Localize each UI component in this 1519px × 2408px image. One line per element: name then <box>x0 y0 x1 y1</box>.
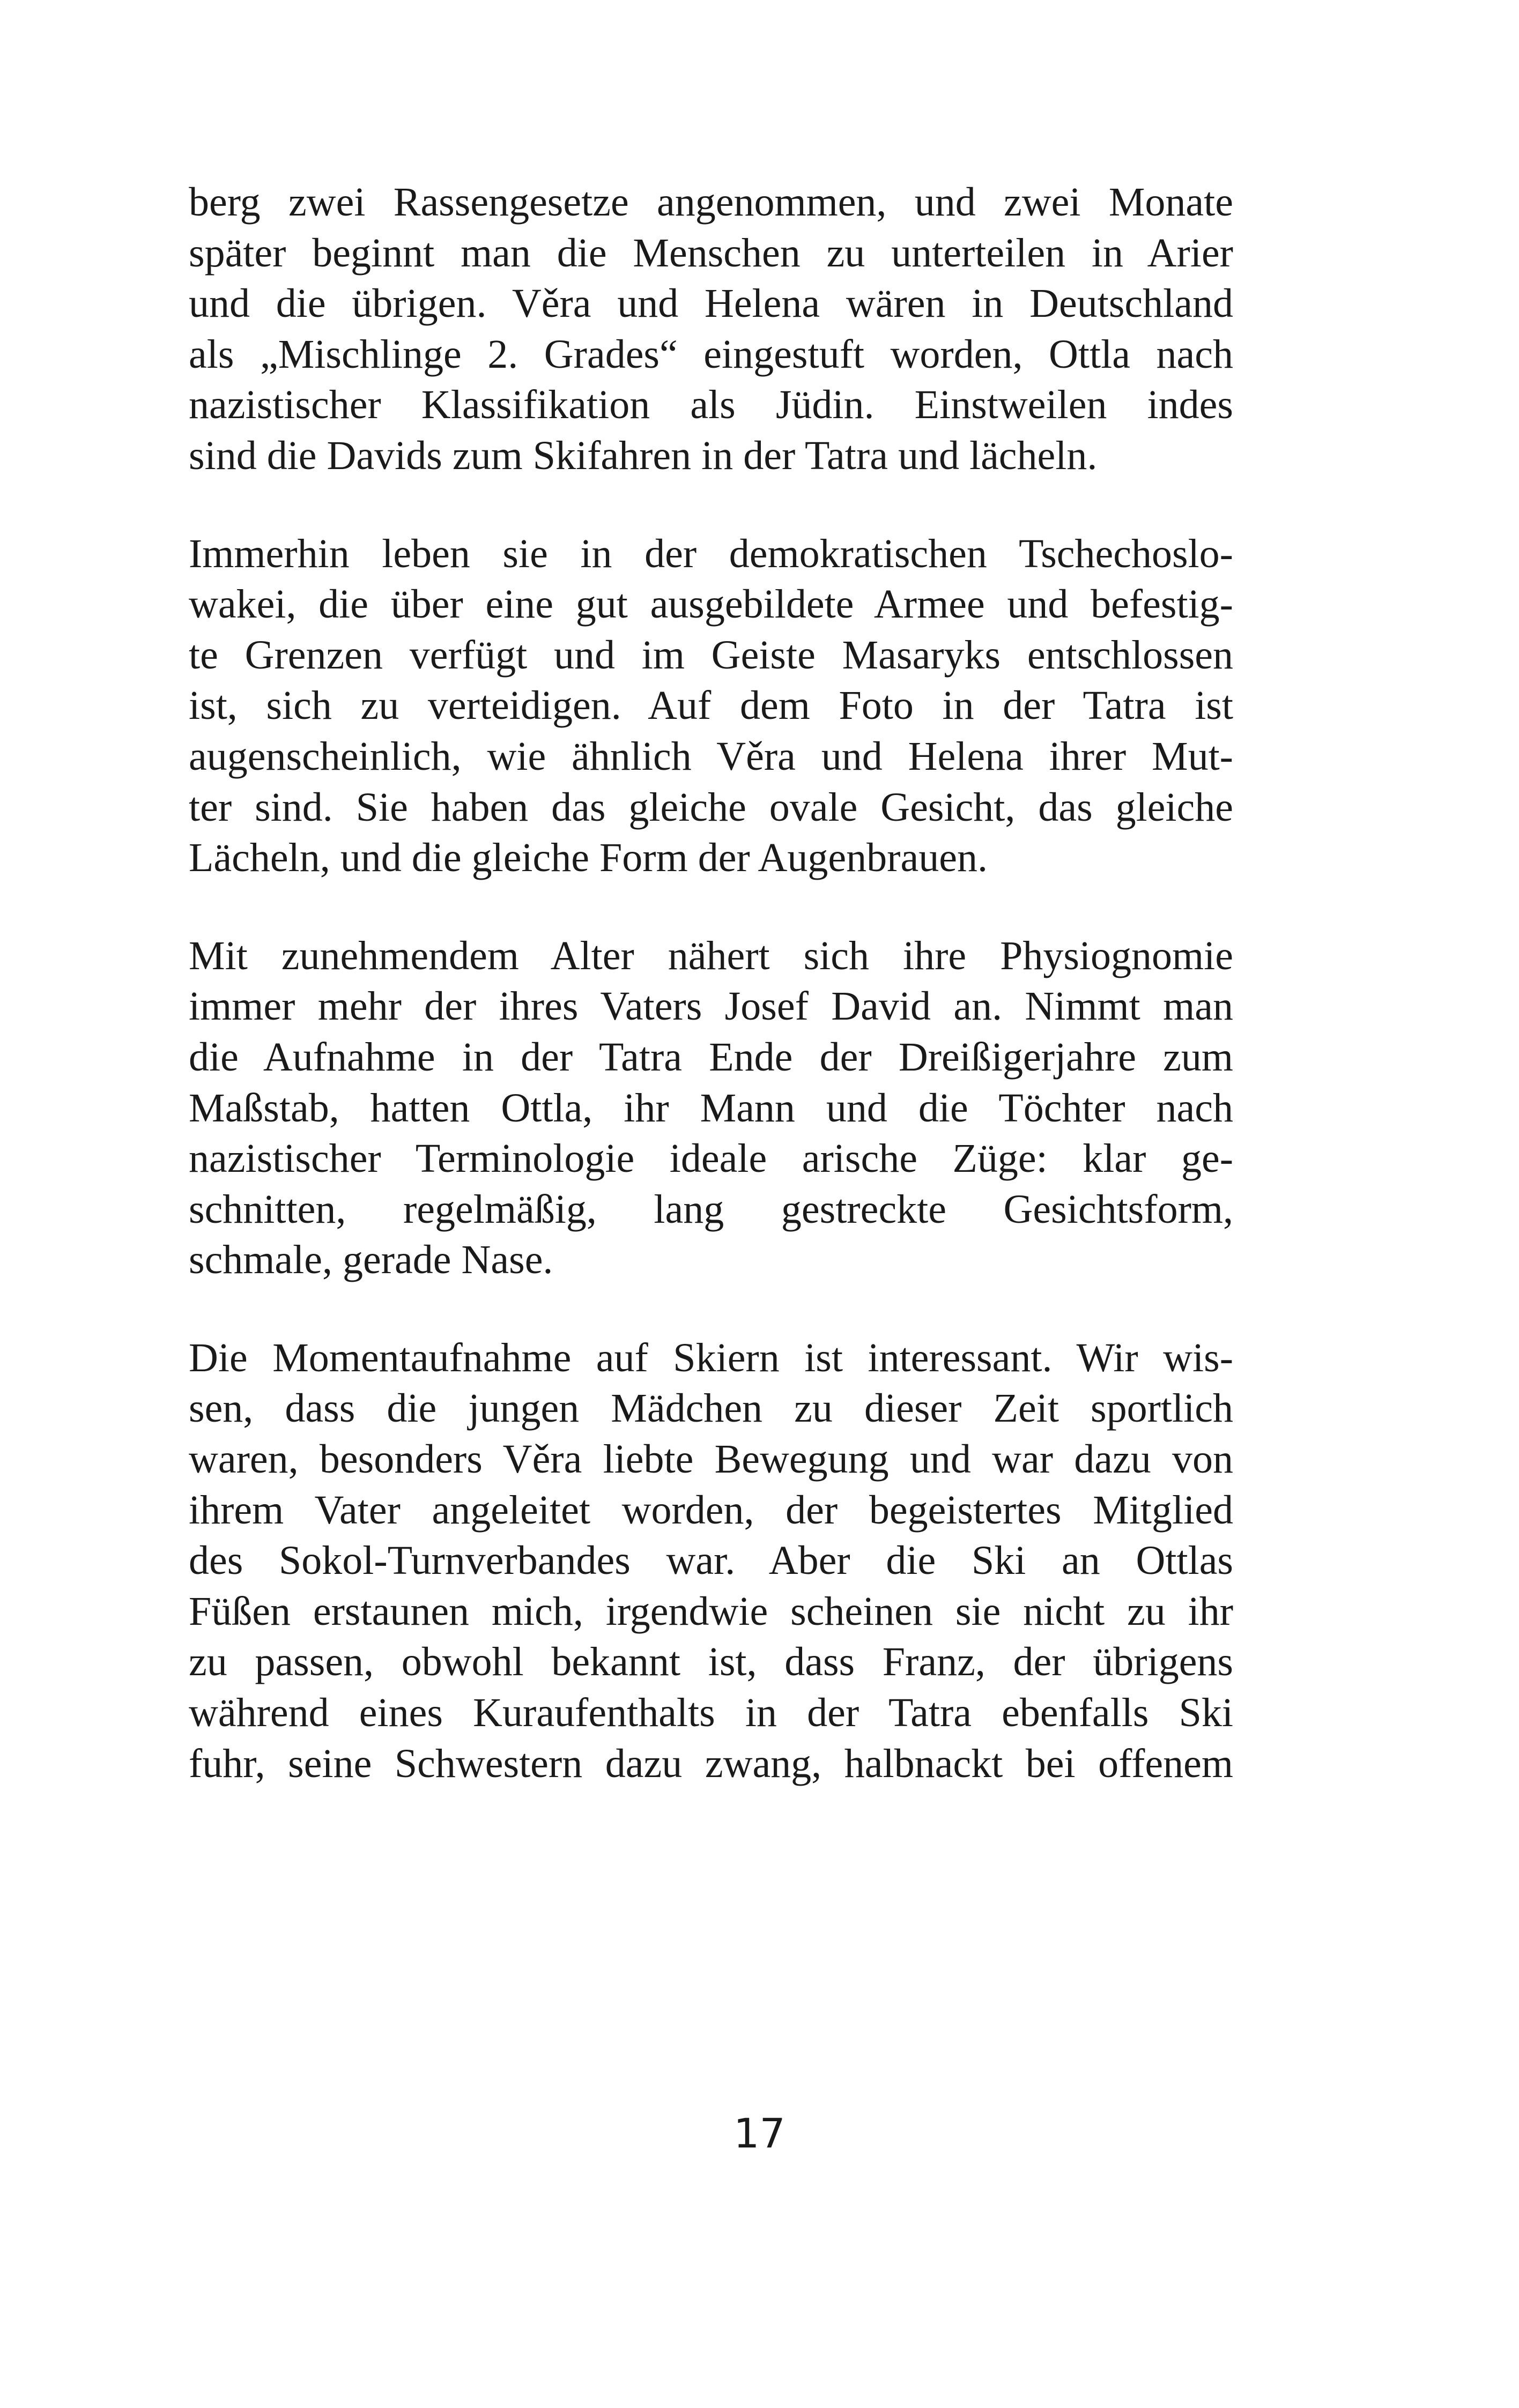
text-line: schnitten, regelmäßig, lang gestreckte Gesichtsform, <box>189 1186 1233 1232</box>
text-line: berg zwei Rassengesetze angenommen, und zwei Monate <box>189 180 1233 225</box>
text-line: während eines Kuraufenthalts in der Tatra ebenfalls Ski <box>189 1690 1233 1736</box>
text-line: wakei, die über eine gut ausgebildete Armee und befestig- <box>189 582 1233 627</box>
text-line: ist, sich zu verteidigen. Auf dem Foto in der Tatra ist <box>189 683 1233 729</box>
text-line: und die übrigen. Věra und Helena wären in Deutschland <box>189 281 1233 326</box>
text-line: Maßstab, hatten Ottla, ihr Mann und die Töchter nach <box>189 1085 1233 1131</box>
text-line: Füßen erstaunen mich, irgendwie scheinen sie nicht zu ihr <box>189 1588 1233 1634</box>
text-line: Die Momentaufnahme auf Skiern ist interessant. Wir wis- <box>189 1335 1233 1380</box>
paragraph <box>189 931 1233 1285</box>
paragraph <box>189 529 1233 883</box>
text-line: Lächeln, und die gleiche Form der Augenbrauen. <box>189 835 988 881</box>
body-text <box>189 177 1233 1789</box>
text-line: augenscheinlich, wie ähnlich Věra und Helena ihrer Mut- <box>189 733 1233 779</box>
text-line: nazistischer Klassifikation als Jüdin. Einstweilen indes <box>189 382 1233 428</box>
text-line: nazistischer Terminologie ideale arische Züge: klar ge- <box>189 1136 1233 1181</box>
text-line: ter sind. Sie haben das gleiche ovale Gesicht, das gleiche <box>189 784 1233 830</box>
text-line: als „Mischlinge 2. Grades“ eingestuft worden, Ottla nach <box>189 331 1233 377</box>
text-line: sind die Davids zum Skifahren in der Tatra und lächeln. <box>189 433 1098 478</box>
text-line: te Grenzen verfügt und im Geiste Masaryks entschlossen <box>189 632 1233 678</box>
paragraph <box>189 177 1233 481</box>
text-line: waren, besonders Věra liebte Bewegung und war dazu von <box>189 1437 1233 1482</box>
paragraph <box>189 1333 1233 1789</box>
text-line: immer mehr der ihres Vaters Josef David an. Nimmt man <box>189 984 1233 1029</box>
text-line: schmale, gerade Nase. <box>189 1237 553 1283</box>
text-line: die Aufnahme in der Tatra Ende der Dreißigerjahre zum <box>189 1034 1233 1080</box>
text-line: später beginnt man die Menschen zu unterteilen in Arier <box>189 230 1233 276</box>
text-line: Mit zunehmendem Alter nähert sich ihre Physiognomie <box>189 933 1233 978</box>
text-line: Immerhin leben sie in der demokratischen Tschechoslo- <box>189 531 1233 576</box>
page-number: 17 <box>733 2109 786 2157</box>
text-line: fuhr, seine Schwestern dazu zwang, halbnackt bei offenem <box>189 1741 1233 1786</box>
text-line: ihrem Vater angeleitet worden, der begeistertes Mitglied <box>189 1487 1233 1533</box>
text-line: sen, dass die jungen Mädchen zu dieser Zeit sportlich <box>189 1386 1233 1431</box>
text-line: zu passen, obwohl bekannt ist, dass Franz, der übrigens <box>189 1639 1233 1685</box>
text-line: des Sokol-Turnverbandes war. Aber die Ski an Ottlas <box>189 1538 1233 1584</box>
